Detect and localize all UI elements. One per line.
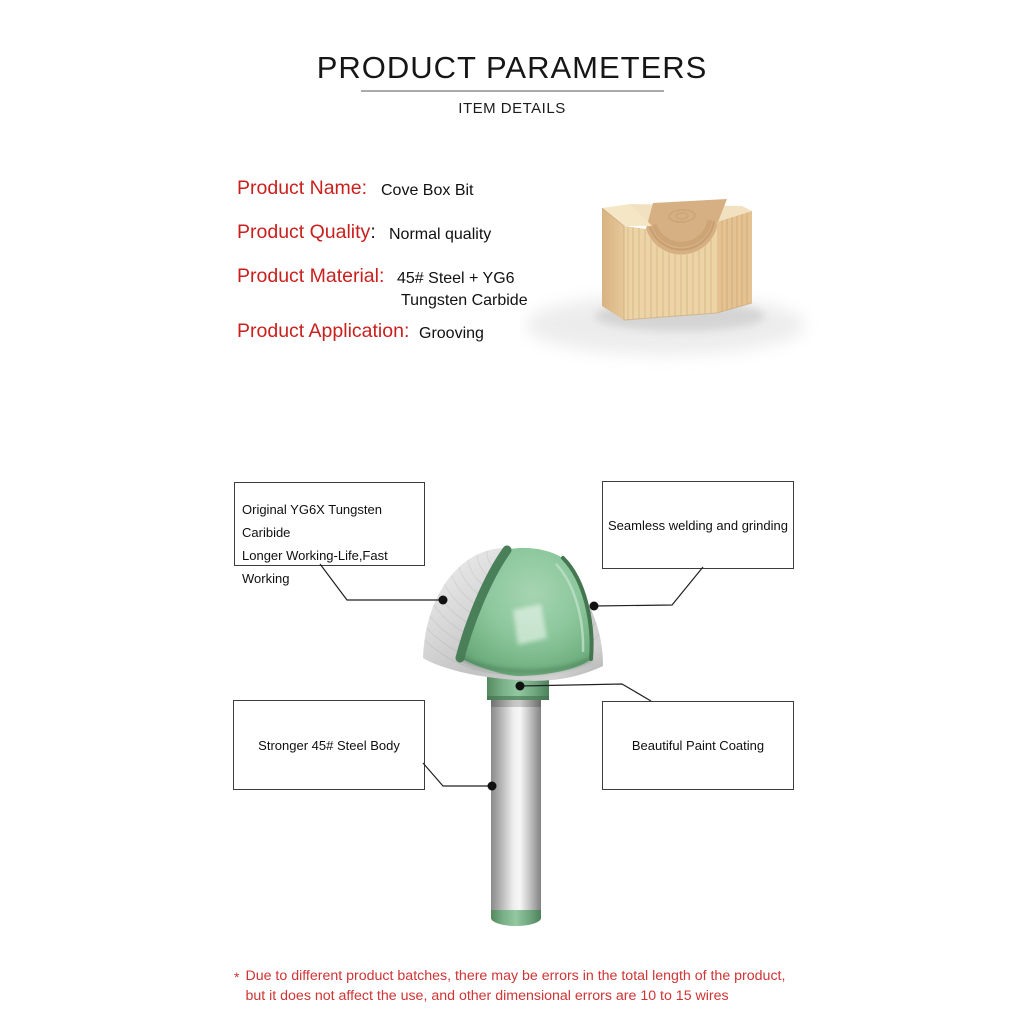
callout-tungsten-carbide: [234, 482, 425, 586]
wood-block-cove-sample-image: [520, 180, 820, 380]
spec-label-product-quality: [237, 221, 376, 244]
spec-colon: :: [403, 320, 410, 342]
callout-steel-body: [233, 700, 425, 790]
spec-value-product-material-line1: 45# Steel + YG6: [397, 270, 515, 287]
callout-line: Stronger 45# Steel Body: [258, 737, 400, 753]
callout-line: Original YG6X Tungsten Caribide: [242, 502, 382, 540]
callout-paint-coating: [602, 701, 794, 790]
spec-label-product-material: [237, 265, 384, 288]
spec-label-text: Product Application: [237, 320, 404, 342]
page-subtitle: ITEM DETAILS: [458, 100, 566, 117]
footnote-asterisk: *: [234, 969, 240, 985]
footnote-line2: but it does not affect the use, and other dimensional errors are 10 to 15 wires: [245, 988, 729, 1004]
callout-line: Seamless welding and grinding: [608, 517, 788, 533]
spec-colon: :: [361, 177, 368, 199]
spec-label-text: Product Name: [237, 177, 362, 199]
page-title: PRODUCT PARAMETERS: [316, 50, 708, 85]
callout-line: Beautiful Paint Coating: [631, 738, 765, 753]
spec-colon: :: [370, 221, 376, 243]
spec-colon: :: [378, 265, 385, 287]
spec-value-product-material-line2: Tungsten Carbide: [401, 292, 528, 309]
footnote-line1: Due to different product batches, there may be errors in the total length of the product,: [245, 968, 786, 984]
callout-line: Longer Working-Life,Fast Working: [242, 548, 388, 586]
cove-box-bit-image: [413, 538, 628, 938]
spec-label-product-name: [237, 177, 367, 200]
spec-value-product-name: Cove Box Bit: [381, 182, 474, 199]
spec-value-product-quality: Normal quality: [389, 226, 492, 243]
spec-value-product-application: Grooving: [419, 325, 484, 342]
callout-seamless-welding: [602, 481, 794, 569]
spec-label-text: Product Quality: [237, 221, 371, 243]
footnote: [234, 966, 814, 1006]
title-divider: [361, 90, 664, 92]
spec-label-text: Product Material: [237, 265, 379, 287]
spec-label-product-application: [237, 320, 409, 343]
